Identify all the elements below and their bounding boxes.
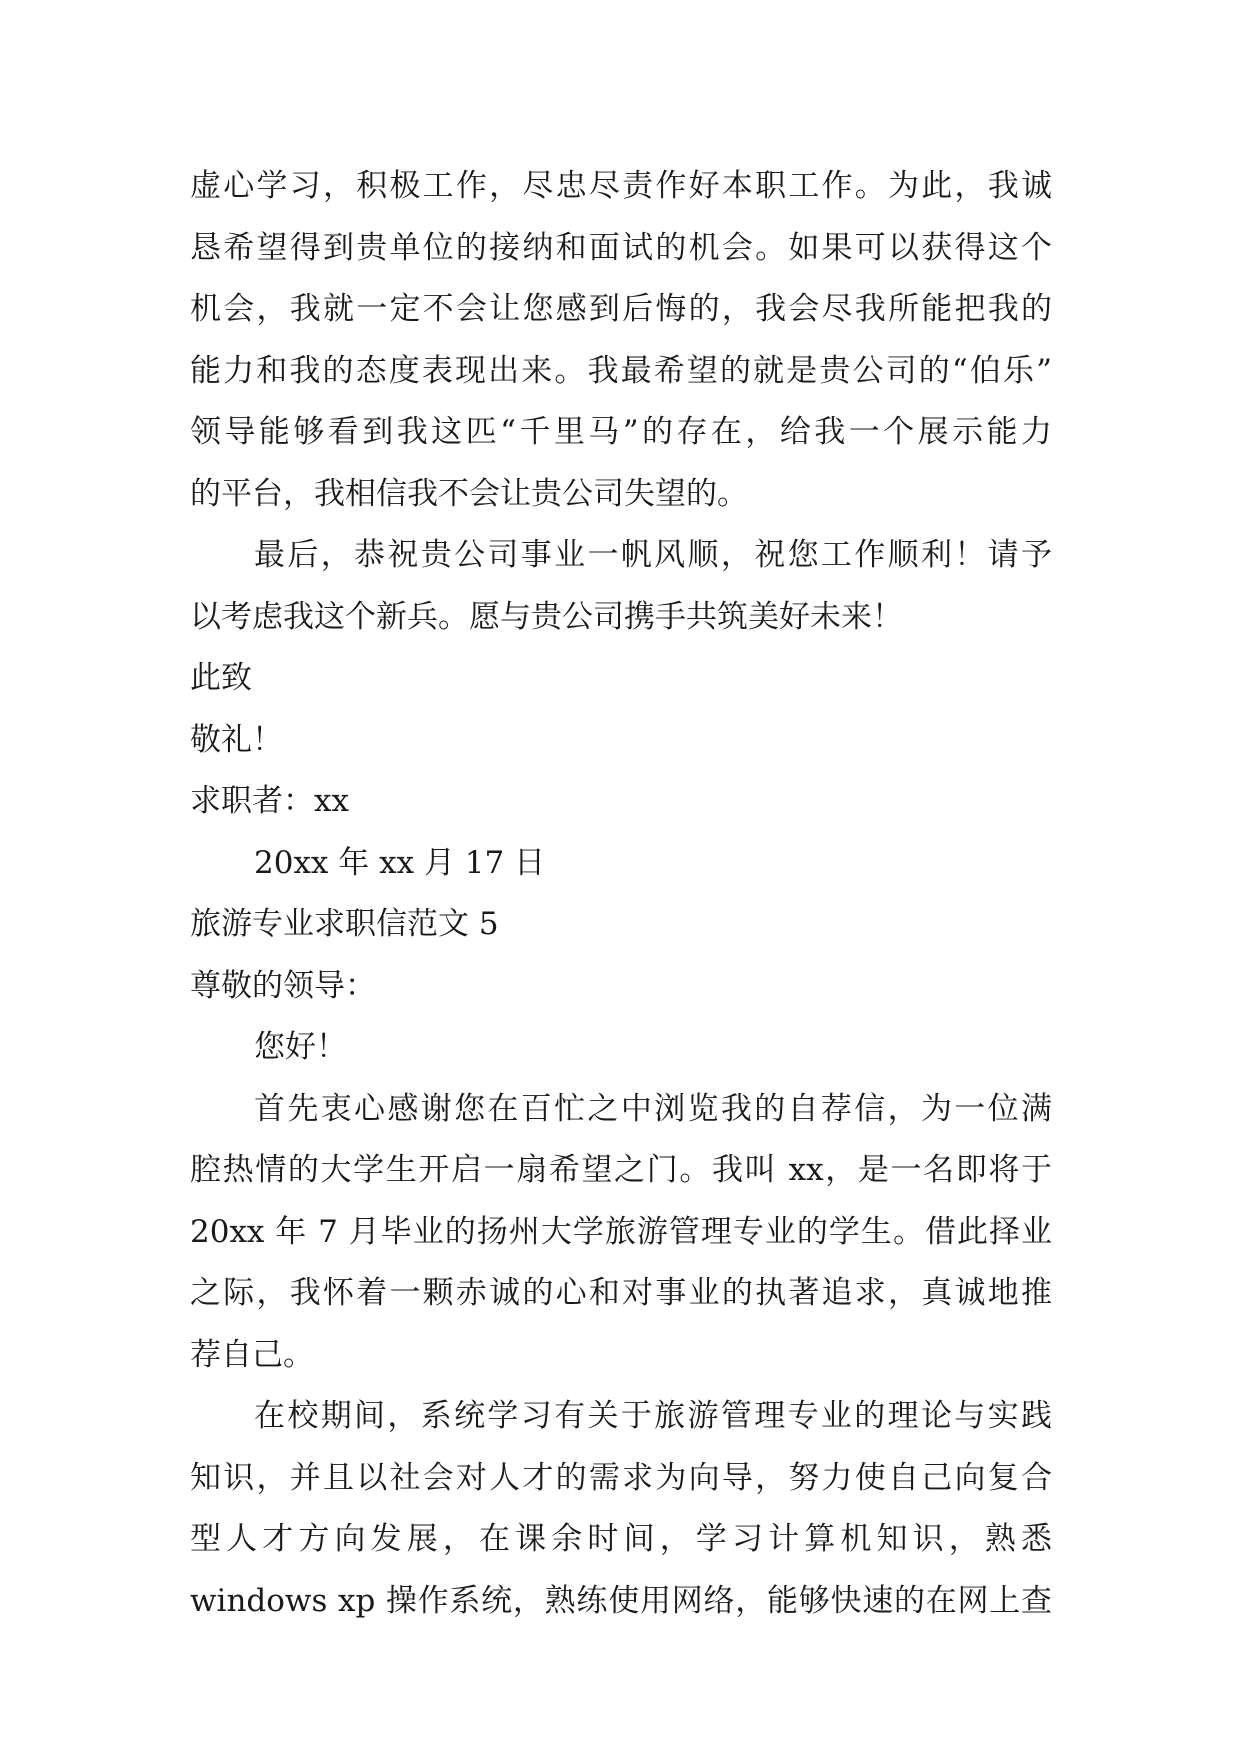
closing-regards: 敬礼！ <box>190 722 283 758</box>
paragraph-line: 能力和我的态度表现出来。我最希望的就是贵公司的“伯乐” <box>190 353 1052 389</box>
signature: 求职者：xx <box>190 783 349 819</box>
paragraph-line: 腔热情的大学生开启一扇希望之门。我叫 xx，是一名即将于 <box>190 1152 1052 1188</box>
paragraph-line: 领导能够看到我这匹“千里马”的存在，给我一个展示能力 <box>190 414 1052 450</box>
salutation: 尊敬的领导： <box>190 968 376 1004</box>
paragraph-line: 的平台，我相信我不会让贵公司失望的。 <box>190 476 748 512</box>
paragraph-line: 知识，并且以社会对人才的需求为向导，努力使自己向复合 <box>190 1460 1052 1496</box>
paragraph-line: windows xp 操作系统，熟练使用网络，能够快速的在网上查 <box>190 1583 1052 1619</box>
paragraph-line: 首先衷心感谢您在百忙之中浏览我的自荐信，为一位满 <box>254 1091 1052 1127</box>
paragraph-line: 在校期间，系统学习有关于旅游管理专业的理论与实践 <box>254 1398 1052 1434</box>
paragraph-line: 荐自己。 <box>190 1337 314 1373</box>
paragraph-line: 恳希望得到贵单位的接纳和面试的机会。如果可以获得这个 <box>190 230 1052 266</box>
section-heading: 旅游专业求职信范文 5 <box>190 906 499 942</box>
paragraph-line: 型人才方向发展，在课余时间，学习计算机知识，熟悉 <box>190 1521 1052 1557</box>
letter-date: 20xx 年 xx 月 17 日 <box>254 845 546 881</box>
greeting: 您好！ <box>254 1029 347 1065</box>
paragraph-line: 机会，我就一定不会让您感到后悔的，我会尽我所能把我的 <box>190 291 1052 327</box>
closing-salutation: 此致 <box>190 660 252 696</box>
paragraph-line: 以考虑我这个新兵。愿与贵公司携手共筑美好未来！ <box>190 599 903 635</box>
paragraph-line: 之际，我怀着一颗赤诚的心和对事业的执著追求，真诚地推 <box>190 1275 1052 1311</box>
paragraph-line: 20xx 年 7 月毕业的扬州大学旅游管理专业的学生。借此择业 <box>190 1214 1052 1250</box>
paragraph-line: 最后，恭祝贵公司事业一帆风顺，祝您工作顺利！请予 <box>254 537 1052 573</box>
paragraph-line: 虚心学习，积极工作，尽忠尽责作好本职工作。为此，我诚 <box>190 168 1052 204</box>
